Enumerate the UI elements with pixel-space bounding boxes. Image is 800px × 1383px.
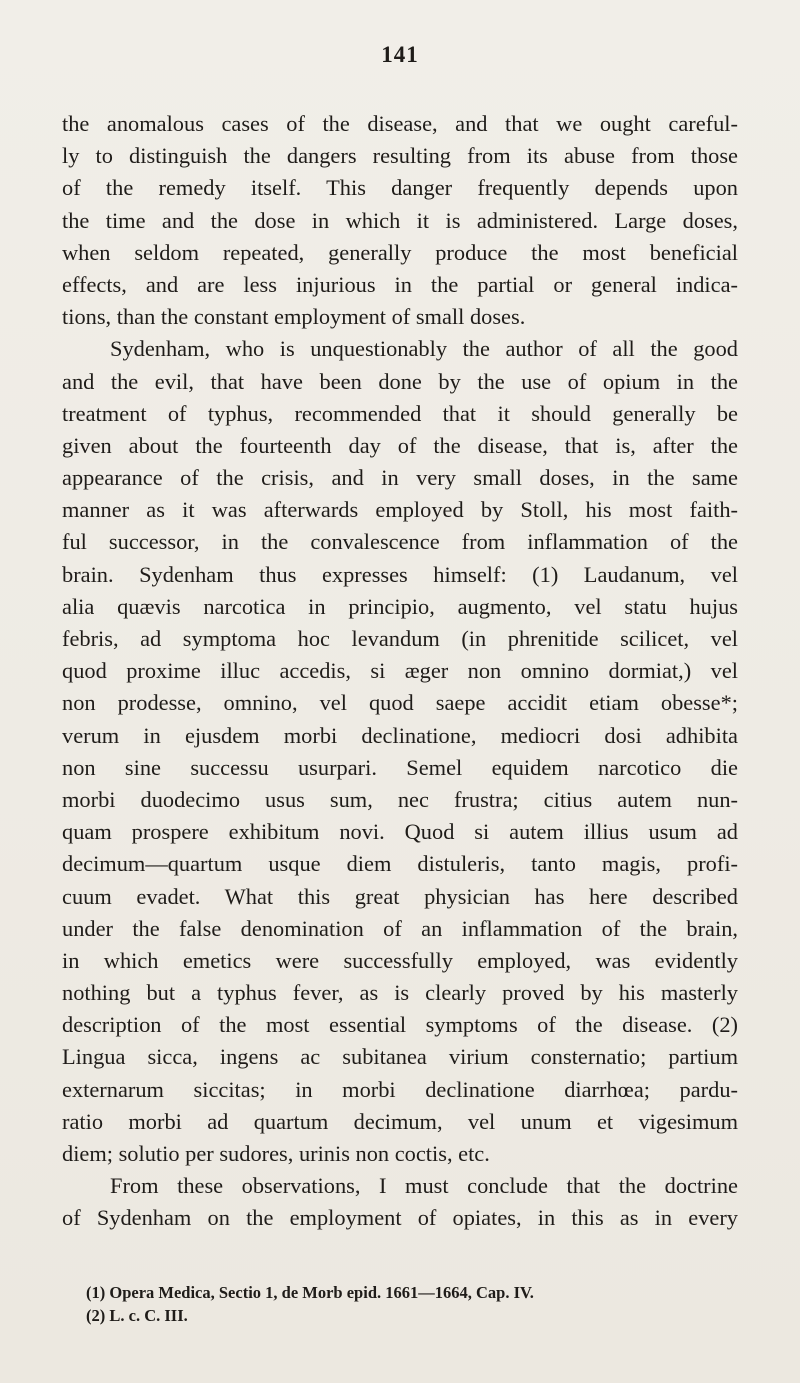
text-line: ratio morbi ad quartum decimum, vel unum et vigesimum [62,1108,738,1134]
text-line: morbi duodecimo usus sum, nec frustra; citius autem nun- [62,786,738,812]
text-line: febris, ad symptoma hoc levandum (in phrenitide scilicet, vel [62,626,738,651]
text-line: non sine successu usurpari. Semel equidem narcotico die [62,754,738,780]
text-line: Sydenham, who is unquestionably the author of all the good [110,336,738,362]
text-line: alia quævis narcotica in principio, augmento, vel statu hujus [62,593,738,619]
text-line: ful successor, in the convalescence from inflammation of the [62,529,738,555]
text-line: decimum—quartum usque diem distuleris, tanto magis, profi- [62,851,738,877]
text-line: the time and the dose in which it is administered. Large doses, [62,207,738,233]
text-line: cuum evadet. What this great physician has here described [62,883,738,909]
text-line: ly to distinguish the dangers resulting from its abuse from those [62,143,738,169]
text-line: nothing but a typhus fever, as is clearly proved by his masterly [62,980,738,1006]
text-line: and the evil, that have been done by the use of opium in the [62,368,738,394]
text-line: quam prospere exhibitum novi. Quod si autem illius usum ad [62,819,738,845]
text-line: when seldom repeated, generally produce the most beneficial [62,239,738,265]
text-line: quod proxime illuc accedis, si æger non omnino dormiat,) vel [62,658,738,684]
text-line: From these observations, I must conclude that the doctrine [110,1173,738,1199]
text-line: of Sydenham on the employment of opiates, in this as in every [62,1205,738,1231]
text-line: treatment of typhus, recommended that it should generally be [62,400,738,426]
text-line: externarum siccitas; in morbi declinatione diarrhœa; pardu- [62,1076,738,1102]
text-line: of the remedy itself. This danger frequently depends upon [62,175,738,201]
text-line: verum in ejusdem morbi declinatione, mediocri dosi adhibita [62,722,738,748]
text-line: diem; solutio per sudores, urinis non coctis, etc. [62,1141,490,1166]
footnote: (1) Opera Medica, Sectio 1, de Morb epid. 1661—1664, Cap. IV. [86,1283,534,1302]
text-line: the anomalous cases of the disease, and that we ought careful- [62,111,738,136]
text-line: appearance of the crisis, and in very small doses, in the same [62,465,738,491]
text-line: manner as it was afterwards employed by Stoll, his most faith- [62,497,738,523]
text-line: given about the fourteenth day of the disease, that is, after the [62,432,738,458]
body-text [62,108,738,1235]
text-line: Lingua sicca, ingens ac subitanea virium consternatio; partium [62,1044,738,1070]
footnote: (2) L. c. C. III. [86,1306,188,1325]
text-line: non prodesse, omnino, vel quod saepe accidit etiam obesse*; [62,690,738,716]
footnotes [86,1281,726,1327]
text-line: brain. Sydenham thus expresses himself: (1) Laudanum, vel [62,561,738,587]
text-line: tions, than the constant employment of small doses. [62,304,526,330]
text-line: effects, and are less injurious in the partial or general indica- [62,271,738,297]
text-line: description of the most essential symptoms of the disease. (2) [62,1012,738,1038]
text-line: in which emetics were successfully employed, was evidently [62,947,738,973]
text-line: under the false denomination of an inflammation of the brain, [62,915,738,941]
page-number: 141 [381,42,419,67]
